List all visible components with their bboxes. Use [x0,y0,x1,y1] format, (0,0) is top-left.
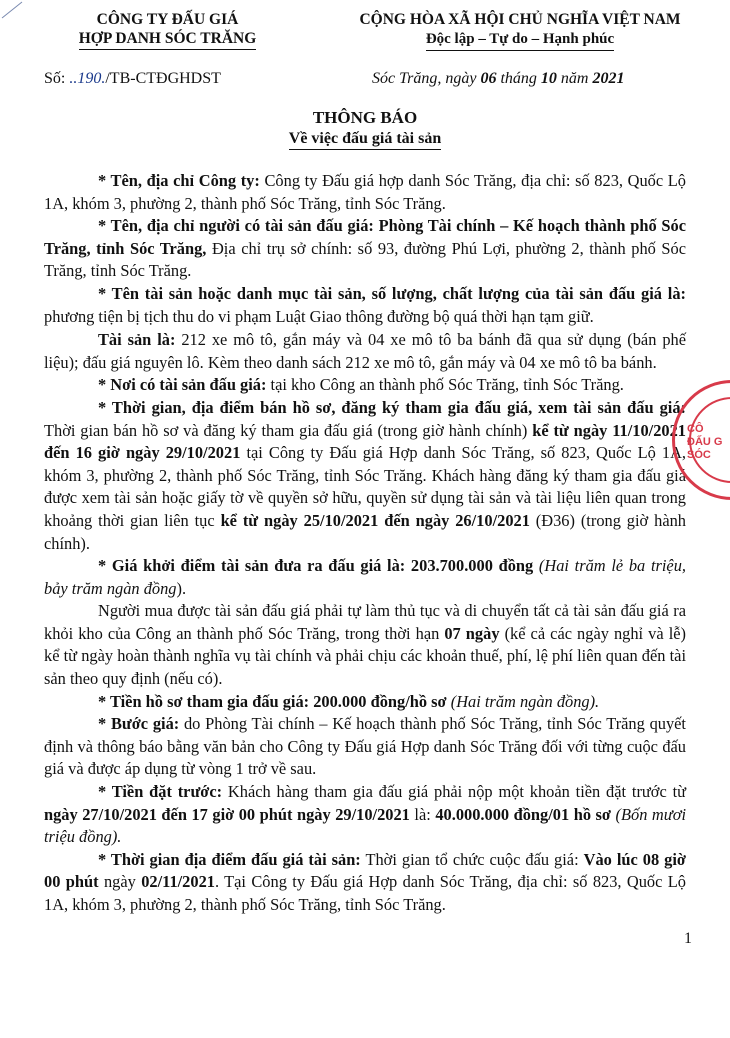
paragraph-buyer-obligation: Người mua được tài sản đấu giá phải tự làm thủ tục và di chuyển tất cả tài sản đấu giá ra khỏi kho của Công an thành phố Sóc Trăng, trong thời hạn 07 ngày (kể cả các ngày nghỉ và lễ) kể từ ngày hoàn thành nghĩa vụ tài chính và phải chịu các khoản thuế, phí, lệ phí liên quan đến tài sản theo quy định (nếu có). [44,601,686,689]
paragraph-auction-time: * Thời gian địa điểm đấu giá tài sản: Thời gian tổ chức cuộc đấu giá: Vào lúc 08 giờ 00 phút ngày 02/11/2021. Tại Công ty Đấu giá Hợp danh Sóc Trăng, địa chỉ: số 823, Quốc Lộ 1A, khóm 3, phường 2, thành phố Sóc Trăng, tỉnh Sóc Trăng. [44,849,686,914]
paragraph-bid-step: * Bước giá: do Phòng Tài chính – Kế hoạch thành phố Sóc Trăng, tỉnh Sóc Trăng quyết định và thông báo bằng văn bản cho Công ty Đấu giá Hợp danh Sóc Trăng đối với từng cuộc đấu giá và được áp dụng từ vòng 1 trở về sau. [44,714,686,779]
national-motto: Độc lập – Tự do – Hạnh phúc [426,30,614,51]
paragraph-dossier-fee: * Tiền hồ sơ tham gia đấu giá: 200.000 đồng/hồ sơ (Hai trăm ngàn đồng). [98,691,600,711]
page-number: 1 [684,930,692,947]
paragraph-starting-price: * Giá khởi điểm tài sản đưa ra đấu giá là: 203.700.000 đồng (Hai trăm lẻ ba triệu, bảy trăm ngàn đồng). [44,556,686,598]
paragraph-company: * Tên, địa chỉ Công ty: Công ty Đấu giá hợp danh Sóc Trăng, địa chỉ: số 823, Quốc Lộ 1A, khóm 3, phường 2, thành phố Sóc Trăng, tỉnh Sóc Trăng. [44,171,686,213]
paragraph-asset-owner: * Tên, địa chỉ người có tài sản đấu giá: Phòng Tài chính – Kế hoạch thành phố Sóc Trăng, tỉnh Sóc Trăng, Địa chỉ trụ sở chính: số 93, đường Phú Lợi, phường 2, thành phố Sóc Trăng, tỉnh Sóc Trăng. [44,216,686,281]
organization-name-line1: CÔNG TY ĐẤU GIÁ [96,11,239,28]
country-name: CỘNG HÒA XÃ HỘI CHỦ NGHĨA VIỆT NAM [359,11,681,28]
document-title: THÔNG BÁO [312,108,418,127]
paragraph-registration: * Thời gian, địa điểm bán hồ sơ, đăng ký tham gia đấu giá, xem tài sản đấu giá: Thời gian bán hồ sơ và đăng ký tham gia đấu giá (trong giờ hành chính) kể từ ngày 11/10/2021 đến 16 giờ ngày 29/10/2021 tại Công ty Đấu giá Hợp danh Sóc Trăng, số 823, Quốc Lộ 1A, khóm 3, phường 2, thành phố Sóc Trăng, tỉnh Sóc Trăng. Khách hàng đăng ký tham gia đấu giá được xem tài sản hoặc giấy tờ về quyền sở hữu, quyền sử dụng tài sản và tài liệu liên quan trong khoảng thời gian liên tục kể từ ngày 25/10/2021 đến ngày 26/10/2021 (Đ36) (trong giờ hành chính). [44,397,687,553]
paragraph-deposit: * Tiền đặt trước: Khách hàng tham gia đấu giá phải nộp một khoản tiền đặt trước từ ngày 27/10/2021 đến 17 giờ 00 phút ngày 29/10/2021 là: 40.000.000 đồng/01 hồ sơ (Bốn mươi triệu đồng). [44,782,687,847]
organization-header [40,10,295,50]
paragraph-asset-name: * Tên tài sản hoặc danh mục tài sản, số lượng, chất lượng của tài sản đấu giá là: phương tiện bị tịch thu do vi phạm Luật Giao thông đường bộ quá thời hạn tạm giữ. [44,283,686,326]
document-body [44,170,686,917]
document-subtitle: Về việc đấu giá tài sản [0,130,730,150]
handwritten-number: ..190. [69,70,106,87]
stamp-text: CÔ ĐẤU G SÓC [687,423,723,461]
document-date: Sóc Trăng, ngày 06 tháng 10 năm 2021 [372,70,625,87]
document-number: Số: ..190./TB-CTĐGHDST [44,70,221,87]
pen-mark [0,0,30,20]
paragraph-asset-detail: Tài sản là: 212 xe mô tô, gắn máy và 04 xe mô tô ba bánh đã qua sử dụng (bán phế liệu); đấu giá nguyên lô. Kèm theo danh sách 212 xe mô tô, gắn máy và 04 xe mô tô ba bánh. [44,330,686,372]
organization-name-line2: HỢP DANH SÓC TRĂNG [79,29,257,50]
paragraph-asset-location: * Nơi có tài sản đấu giá: tại kho Công an thành phố Sóc Trăng, tỉnh Sóc Trăng. [98,375,624,395]
national-header [330,10,710,51]
